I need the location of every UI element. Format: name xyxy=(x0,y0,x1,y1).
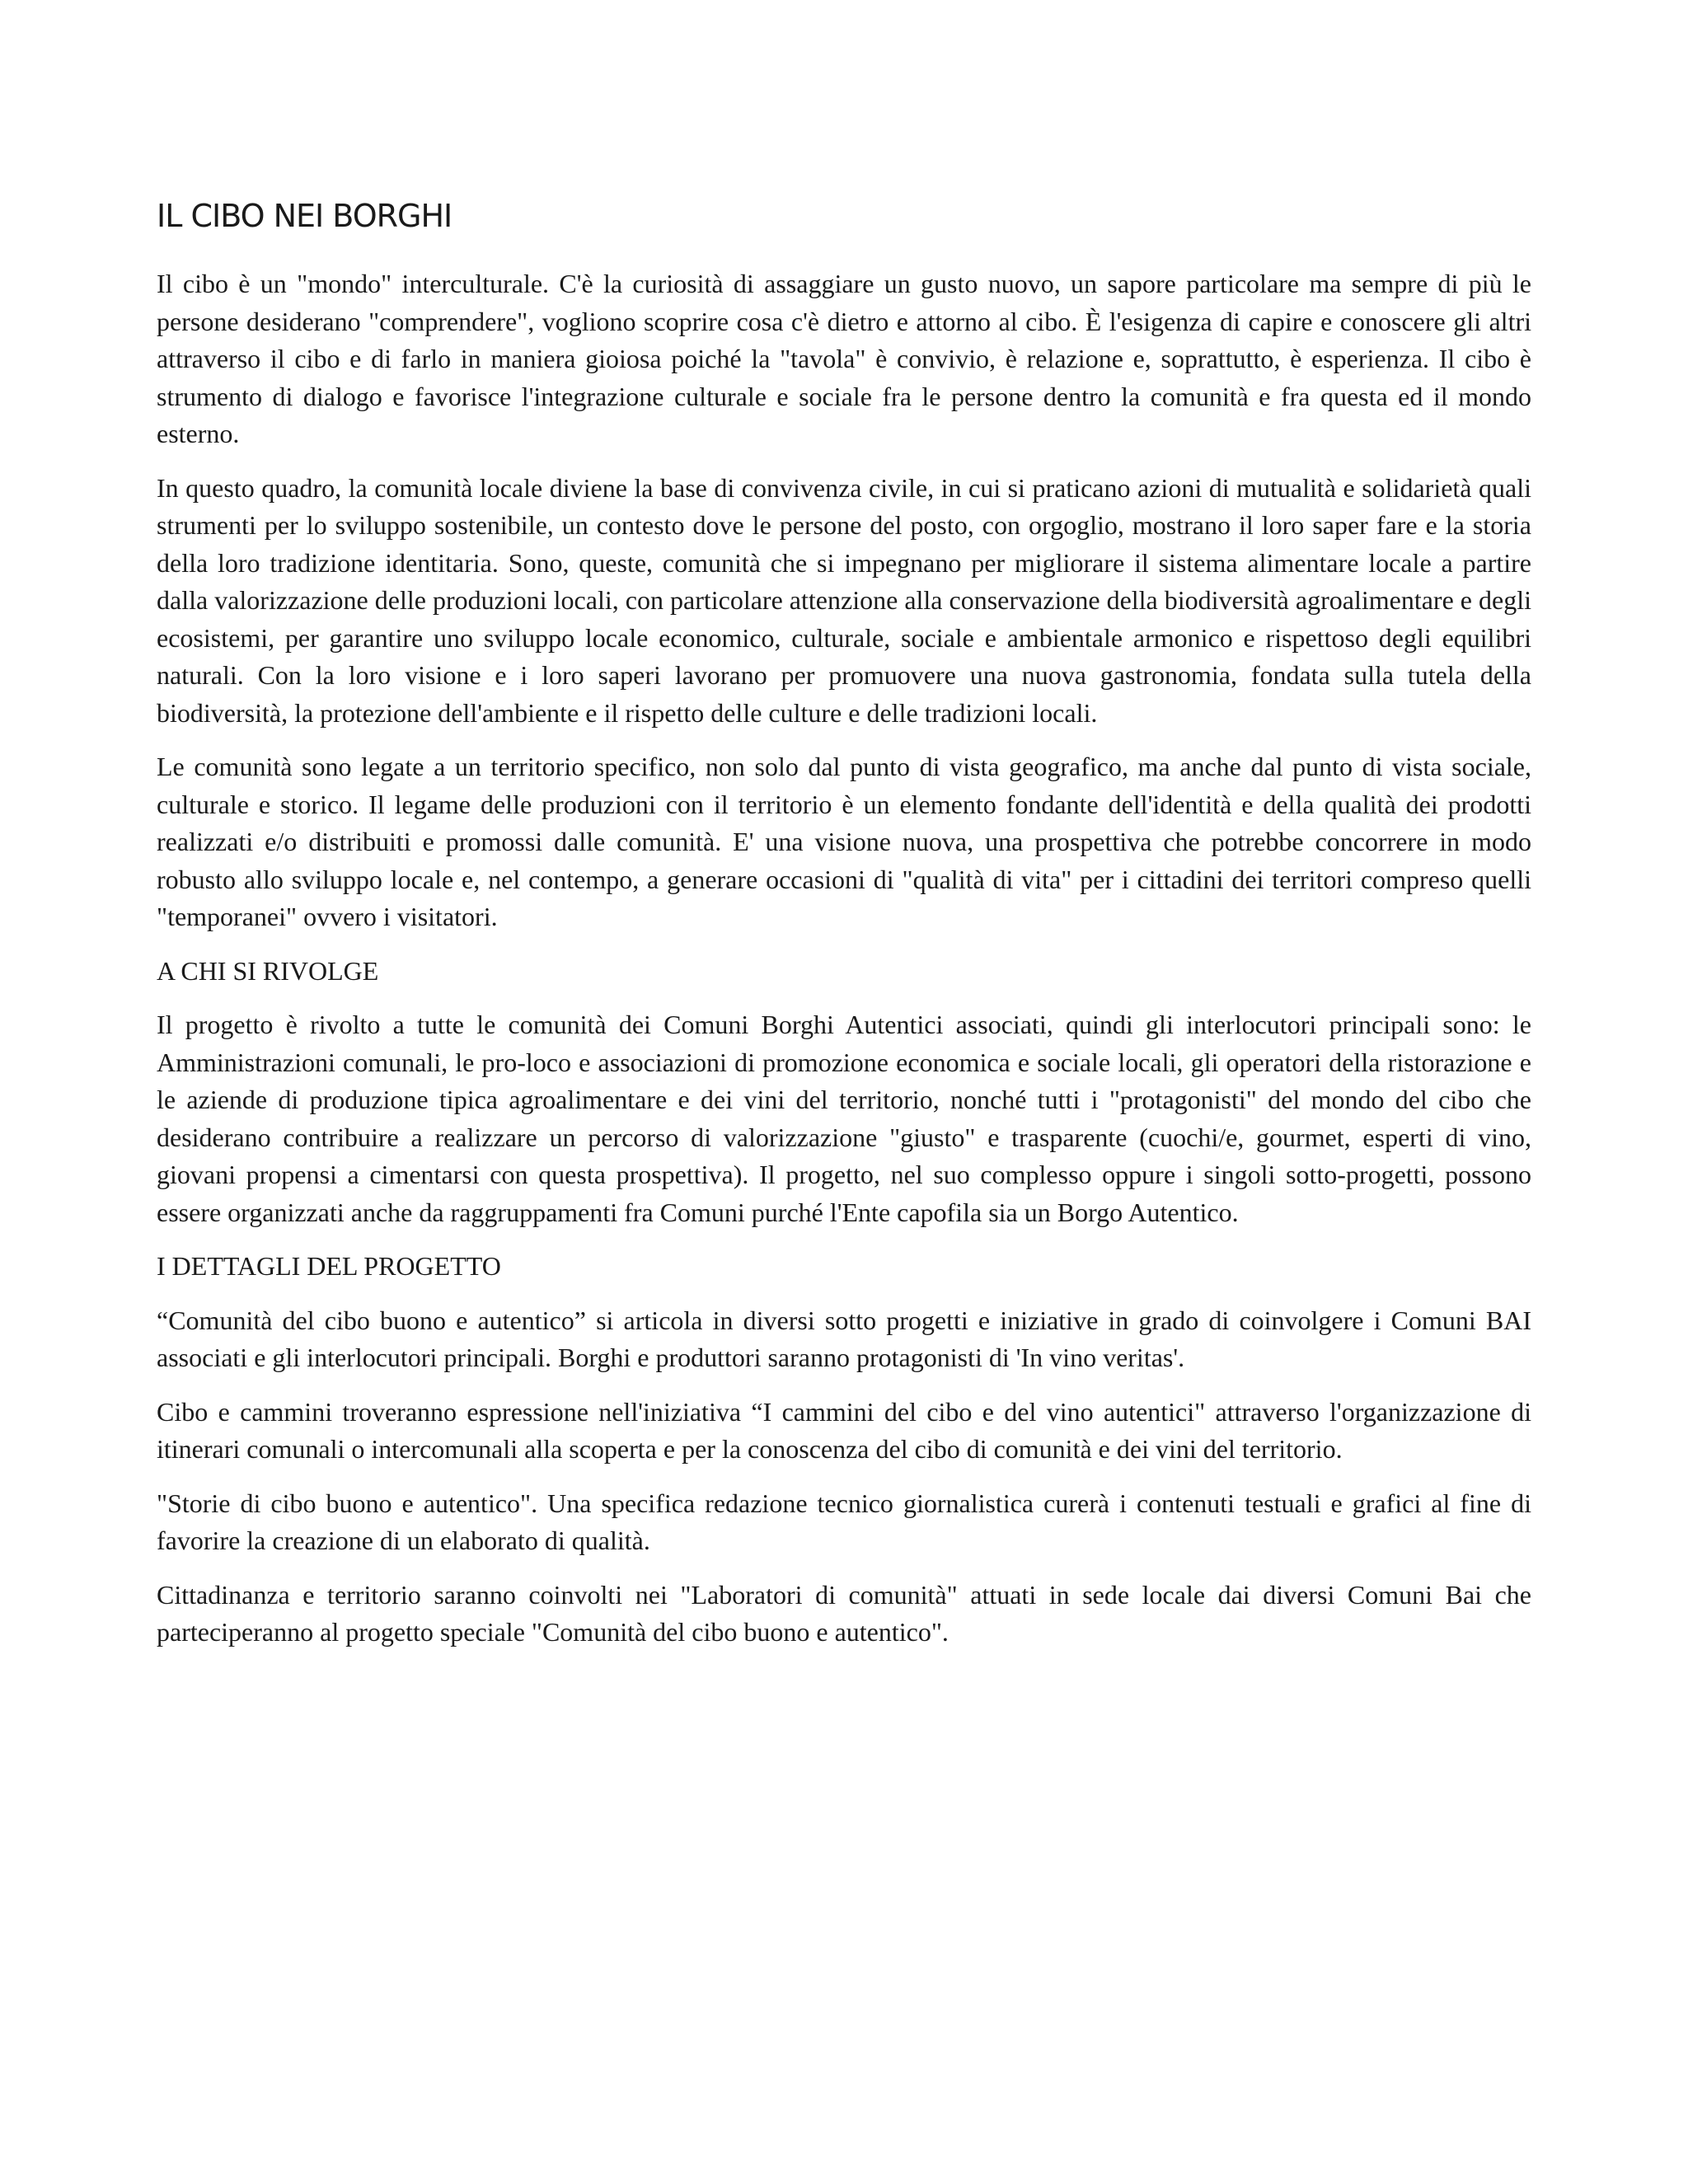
section-heading-details: I DETTAGLI DEL PROGETTO xyxy=(157,1251,501,1281)
section-heading-audience: A CHI SI RIVOLGE xyxy=(157,955,379,986)
paragraph-details-overview: “Comunità del cibo buono e autentico” si articola in diversi sotto progetti e iniziative in grado di coinvolgere i Comuni BAI associati e gli interlocutori principali. Borghi e produttori saranno protagonisti di 'In vino veritas'. xyxy=(157,1305,1531,1372)
paragraph-intro: Il cibo è un "mondo" interculturale. C'è la curiosità di assaggiare un gusto nuovo, un sapore particolare ma sempre di più le persone desiderano "comprendere", vogliono scoprire cosa c'è dietro e attorno al cibo. È l'esigenza di capire e conoscere gli altri attraverso il cibo e di farlo in maniera gioiosa poiché la "tavola" è convivio, è relazione e, soprattutto, è esperienza. Il cibo è strumento di dialogo e favorisce l'integrazione culturale e sociale fra le persone dentro la comunità e fra questa ed il mondo esterno. xyxy=(157,269,1531,448)
paragraph-territory: Le comunità sono legate a un territorio specifico, non solo dal punto di vista geografico, ma anche dal punto di vista sociale, culturale e storico. Il legame delle produzioni con il territorio è un elemento fondante dell'identità e della qualità dei prodotti realizzati e/o distribuiti e promossi dalle comunità. E' una visione nuova, una prospettiva che potrebbe concorrere in modo robusto allo sviluppo locale e, nel contempo, a generare occasioni di "qualità di vita" per i cittadini dei territori compreso quelli "temporanei" ovvero i visitatori. xyxy=(157,752,1531,931)
paragraph-details-stories: "Storie di cibo buono e autentico". Una specifica redazione tecnico giornalistica curerà i contenuti testuali e grafici al fine di favorire la creazione di un elaborato di qualità. xyxy=(157,1488,1531,1555)
paragraph-details-labs: Cittadinanza e territorio saranno coinvolti nei "Laboratori di comunità" attuati in sede locale dai diversi Comuni Bai che parteciperanno al progetto speciale "Comunità del cibo buono e autentico". xyxy=(157,1579,1531,1647)
paragraph-details-paths: Cibo e cammini troveranno espressione nell'iniziativa “I cammini del cibo e del vino autentici" attraverso l'organizzazione di itinerari comunali o intercomunali alla scoperta e per la conoscenza del cibo di comunità e dei vini del territorio. xyxy=(157,1396,1531,1464)
page-title: IL CIBO NEI BORGHI xyxy=(157,198,452,234)
paragraph-community: In questo quadro, la comunità locale diviene la base di convivenza civile, in cui si praticano azioni di mutualità e solidarietà quali strumenti per lo sviluppo sostenibile, un contesto dove le persone del posto, con orgoglio, mostrano il loro saper fare e la storia della loro tradizione identitaria. Sono, queste, comunità che si impegnano per migliorare il sistema alimentare locale a partire dalla valorizzazione delle produzioni locali, con particolare attenzione alla conservazione della biodiversità agroalimentare e degli ecosistemi, per garantire uno sviluppo locale economico, culturale, sociale e ambientale armonico e rispettoso degli equilibri naturali. Con la loro visione e i loro saperi lavorano per promuovere una nuova gastronomia, fondata sulla tutela della biodiversità, la protezione dell'ambiente e il rispetto delle culture e delle tradizioni locali. xyxy=(157,472,1531,728)
document-body xyxy=(157,196,1531,1668)
paragraph-audience: Il progetto è rivolto a tutte le comunità dei Comuni Borghi Autentici associati, quindi gli interlocutori principali sono: le Amministrazioni comunali, le pro-loco e associazioni di promozione economica e sociale locali, gli operatori della ristorazione e le aziende di produzione tipica agroalimentare e dei vini del territorio, nonché tutti i "protagonisti" del mondo del cibo che desiderano contribuire a realizzare un percorso di valorizzazione "giusto" e trasparente (cuochi/e, gourmet, esperti di vino, giovani propensi a cimentarsi con questa prospettiva). Il progetto, nel suo complesso oppure i singoli sotto-progetti, possono essere organizzati anche da raggruppamenti fra Comuni purché l'Ente capofila sia un Borgo Autentico. xyxy=(157,1010,1531,1227)
